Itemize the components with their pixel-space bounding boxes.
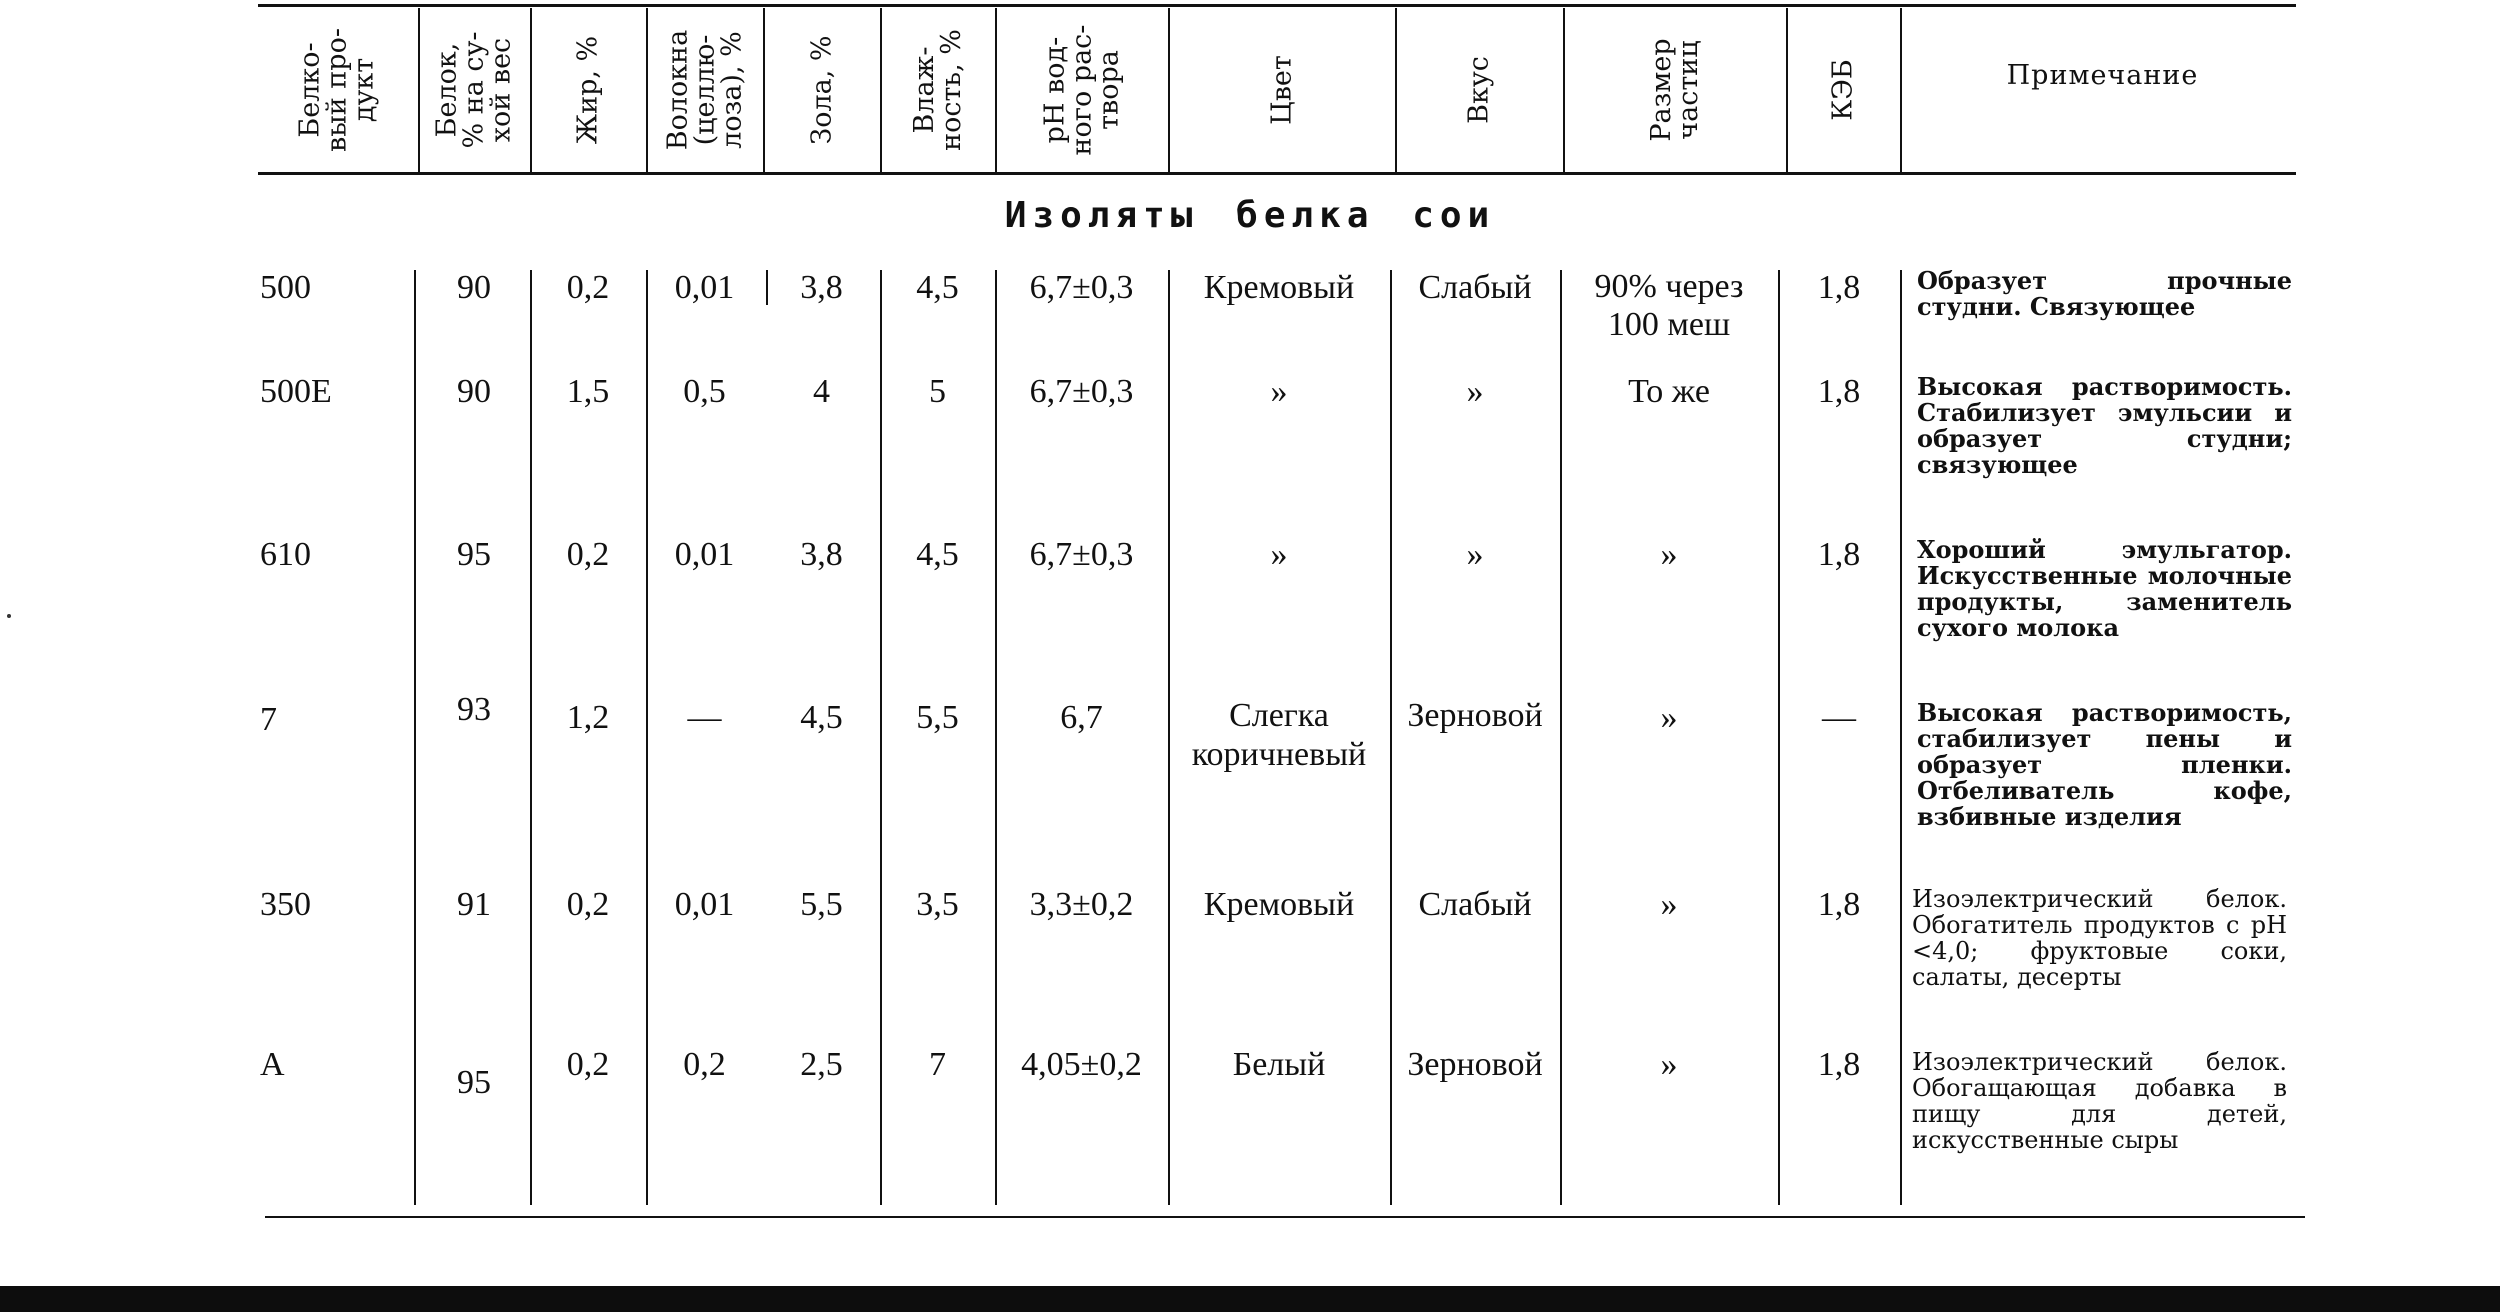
- cell-keb: 1,8: [1817, 886, 1861, 923]
- cell-keb: 1,8: [1817, 269, 1861, 306]
- header-ph-label: рН вод- ного рас- твора: [1039, 24, 1124, 156]
- cell-color: Кремовый: [1203, 269, 1355, 306]
- cell-protein: 95: [457, 1064, 491, 1101]
- cell-taste: Зерновой: [1407, 1046, 1543, 1083]
- cell-protein: 93: [457, 691, 491, 728]
- cell-note: Образует прочные студни. Связующее: [1917, 266, 2292, 321]
- cell-fiber: 0,01: [674, 886, 735, 923]
- cell-moisture: 4,5: [916, 269, 959, 306]
- body-divider: [1900, 270, 1902, 1205]
- cell-note: Высокая растворимость, стабилизует пены и образует пленки. Отбеливатель кофе, взбивные изделия: [1917, 698, 2292, 831]
- cell-keb: 1,8: [1817, 373, 1861, 410]
- cell-ash: 4: [813, 373, 830, 410]
- cell-note: Высокая растворимость. Стабилизует эмульсии и образует студни; связующее: [1917, 372, 2292, 479]
- cell-taste: Зерновой: [1407, 697, 1543, 734]
- cell-moisture: 7: [929, 1046, 946, 1083]
- cell-ph: 6,7: [1060, 699, 1103, 736]
- cell-particle: То же: [1628, 373, 1710, 410]
- header-fiber: [646, 10, 763, 170]
- cell-product: 610: [260, 536, 311, 573]
- header-protein-label: Белок, % на су- хой вес: [431, 31, 517, 149]
- cell-ph: 6,7±0,3: [1029, 373, 1134, 410]
- header-ash: [763, 10, 880, 170]
- cell-product: 500: [260, 269, 311, 306]
- cell-ash: 5,5: [800, 886, 843, 923]
- cell-taste: Слабый: [1418, 886, 1532, 923]
- table-bottom-rule: [265, 1216, 2305, 1218]
- cell-product: 7: [260, 701, 277, 738]
- header-product: [258, 10, 416, 170]
- cell-protein: 91: [457, 886, 491, 923]
- cell-keb: 1,8: [1817, 1046, 1861, 1083]
- cell-fat: 1,2: [566, 699, 610, 736]
- header-fat: [530, 10, 646, 170]
- cell-color: »: [1270, 536, 1288, 573]
- cell-fiber: 0,01: [674, 536, 735, 573]
- cell-product: 350: [260, 886, 311, 923]
- header-moisture-label: Влаж- ность, %: [908, 29, 967, 151]
- cell-particle: 90% через 100 меш: [1594, 268, 1744, 344]
- cell-fat: 0,2: [566, 1046, 610, 1083]
- cell-ash: 3,8: [800, 269, 843, 306]
- header-taste-label: Вкус: [1463, 56, 1495, 124]
- cell-ph: 6,7±0,3: [1029, 536, 1134, 573]
- cell-particle: »: [1660, 1046, 1678, 1083]
- cell-particle: »: [1660, 699, 1678, 736]
- cell-ph: 6,7±0,3: [1029, 269, 1134, 306]
- header-color: [1168, 10, 1395, 170]
- section-title: Изоляты белка сои: [1004, 195, 1496, 236]
- cell-ash: 4,5: [800, 699, 843, 736]
- header-bottom-rule: [258, 172, 2296, 175]
- header-color-label: Цвет: [1266, 55, 1297, 125]
- cell-particle: »: [1660, 536, 1678, 573]
- cell-moisture: 5,5: [916, 699, 959, 736]
- cell-protein: 95: [457, 536, 491, 573]
- header-particle: [1563, 10, 1786, 170]
- cell-note: Изоэлектрический белок. Обогащающая добавка в пищу для детей, искусственные сыры: [1912, 1048, 2287, 1154]
- header-protein: [418, 10, 530, 170]
- header-note-label: Примечание: [2006, 60, 2199, 91]
- cell-ph: 3,3±0,2: [1029, 886, 1134, 923]
- cell-protein: 90: [457, 269, 491, 306]
- cell-fat: 0,2: [566, 536, 610, 573]
- cell-color: »: [1270, 373, 1288, 410]
- cell-moisture: 5: [929, 373, 946, 410]
- cell-fat: 1,5: [566, 373, 610, 410]
- cell-keb: —: [1822, 699, 1856, 736]
- header-product-label: Белко- вый про- дукт: [294, 28, 380, 152]
- cell-fiber: 0,2: [683, 1046, 726, 1083]
- header-particle-label: Размер частиц: [1645, 38, 1704, 142]
- header-fiber-label: Волокна (целлю- лоза), %: [662, 29, 747, 151]
- header-keb-label: КЭБ: [1827, 59, 1859, 121]
- cell-note: Изоэлектрический белок. Обогатитель продуктов с рН <4,0; фруктовые соки, салаты, десерты: [1912, 885, 2287, 991]
- table-top-rule: [258, 4, 2296, 7]
- cell-fat: 0,2: [566, 886, 610, 923]
- page-edge-bar: [0, 1286, 2500, 1312]
- cell-color: Слегка коричневый: [1191, 697, 1367, 774]
- cell-ash: 3,8: [800, 536, 843, 573]
- cell-color: Кремовый: [1203, 886, 1355, 923]
- cell-taste: Слабый: [1418, 269, 1532, 306]
- header-fat-label: Жир, %: [572, 35, 604, 145]
- cell-ash: 2,5: [800, 1046, 843, 1083]
- header-keb: [1786, 10, 1900, 170]
- cell-keb: 1,8: [1817, 536, 1861, 573]
- cell-fiber: 0,01: [674, 269, 735, 306]
- cell-ph: 4,05±0,2: [1021, 1046, 1142, 1083]
- cell-protein: 90: [457, 373, 491, 410]
- header-moisture: [880, 10, 995, 170]
- cell-note: Хороший эмульгатор. Искусственные молочные продукты, заменитель сухого молока: [1917, 535, 2292, 642]
- header-ph: [995, 10, 1168, 170]
- cell-product: А: [260, 1046, 285, 1083]
- cell-fat: 0,2: [566, 269, 610, 306]
- cell-particle: »: [1660, 886, 1678, 923]
- cell-moisture: 4,5: [916, 536, 959, 573]
- cell-moisture: 3,5: [916, 886, 959, 923]
- cell-product: 500E: [260, 373, 332, 410]
- body-divider: [414, 270, 416, 1205]
- cell-color: Белый: [1232, 1046, 1326, 1083]
- cell-fiber: 0,5: [683, 373, 726, 410]
- header-taste: [1395, 10, 1563, 170]
- cell-fiber: —: [687, 699, 722, 736]
- cell-taste: »: [1466, 373, 1484, 410]
- cell-taste: »: [1466, 536, 1484, 573]
- scan-speck: [7, 614, 11, 618]
- header-ash-label: Зола, %: [806, 35, 837, 145]
